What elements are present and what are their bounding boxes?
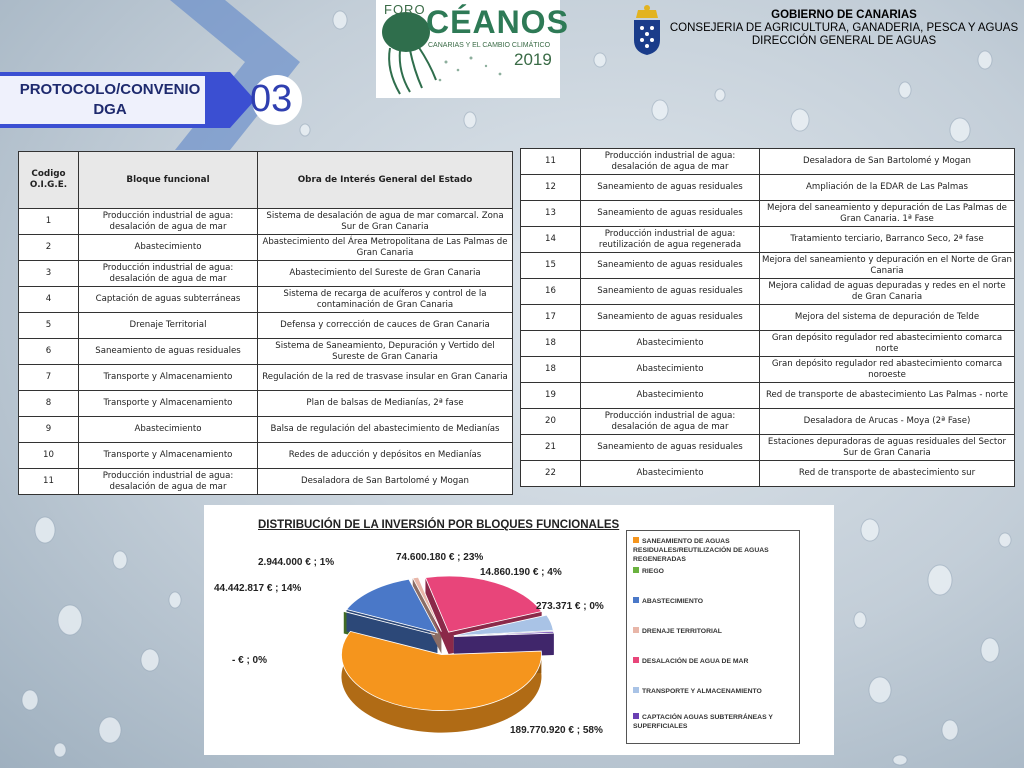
data-label: 273.371 € ; 0% xyxy=(536,601,604,612)
legend-swatch xyxy=(633,687,639,693)
cell-codigo: 8 xyxy=(19,391,79,417)
investment-chart xyxy=(204,505,834,755)
data-label: 44.442.817 € ; 14% xyxy=(214,583,302,594)
table-row xyxy=(521,201,1015,227)
cell-obra: Desaladora de Arucas - Moya (2ª Fase) xyxy=(760,409,1015,435)
legend-item xyxy=(633,657,795,666)
cell-obra: Sistema de desalación de agua de mar comarcal. Zona Sur de Gran Canaria xyxy=(258,209,513,235)
cell-bloque: Abastecimiento xyxy=(581,331,760,357)
legend-label: SANEAMIENTO DE AGUAS RESIDUALES/REUTILIZACIÓN DE AGUAS REGENERADAS xyxy=(633,538,769,563)
cell-codigo: 12 xyxy=(521,175,581,201)
cell-bloque: Saneamiento de aguas residuales xyxy=(581,305,760,331)
cell-obra: Gran depósito regulador red abastecimiento comarca noroeste xyxy=(760,357,1015,383)
table-row xyxy=(521,279,1015,305)
cell-obra: Sistema de Saneamiento, Depuración y Vertido del Sureste de Gran Canaria xyxy=(258,339,513,365)
cell-bloque: Producción industrial de agua: desalación de agua de mar xyxy=(79,209,258,235)
legend-label: CAPTACIÓN AGUAS SUBTERRÁNEAS Y SUPERFICIALES xyxy=(633,714,773,730)
legend-item xyxy=(633,537,795,564)
logo-year-text: 2019 xyxy=(514,50,552,69)
cell-codigo: 4 xyxy=(19,287,79,313)
section-chevron-banner xyxy=(0,0,320,150)
legend-swatch xyxy=(633,597,639,603)
cell-codigo: 17 xyxy=(521,305,581,331)
cell-bloque: Abastecimiento xyxy=(581,383,760,409)
table-row xyxy=(19,469,513,495)
cell-codigo: 21 xyxy=(521,435,581,461)
cell-bloque: Saneamiento de aguas residuales xyxy=(581,201,760,227)
cell-bloque: Drenaje Territorial xyxy=(79,313,258,339)
cell-bloque: Transporte y Almacenamiento xyxy=(79,391,258,417)
table-row xyxy=(521,227,1015,253)
section-title: PROTOCOLO/CONVENIO DGA xyxy=(19,81,201,118)
chart-legend xyxy=(626,530,800,744)
cell-codigo: 2 xyxy=(19,235,79,261)
cell-bloque: Producción industrial de agua: desalación de agua de mar xyxy=(79,469,258,495)
cell-bloque: Abastecimiento xyxy=(79,417,258,443)
table-row xyxy=(521,409,1015,435)
works-table-left xyxy=(18,151,513,495)
cell-bloque: Producción industrial de agua: desalación de agua de mar xyxy=(581,409,760,435)
legend-item xyxy=(633,567,795,576)
cell-codigo: 19 xyxy=(521,383,581,409)
header-bloque: Bloque funcional xyxy=(79,152,258,209)
legend-item xyxy=(633,627,795,636)
table-row xyxy=(19,339,513,365)
cell-bloque: Saneamiento de aguas residuales xyxy=(581,435,760,461)
cell-bloque: Abastecimiento xyxy=(79,235,258,261)
cell-bloque: Saneamiento de aguas residuales xyxy=(79,339,258,365)
cell-codigo: 18 xyxy=(521,357,581,383)
gov-line-1: GOBIERNO DE CANARIAS xyxy=(771,9,917,21)
cell-codigo: 11 xyxy=(521,149,581,175)
legend-item xyxy=(633,687,795,696)
table-row xyxy=(521,305,1015,331)
cell-obra: Tratamiento terciario, Barranco Seco, 2ª fase xyxy=(760,227,1015,253)
logo-foro-text: FORO xyxy=(384,2,426,17)
cell-obra: Desaladora de San Bartolomé y Mogan xyxy=(760,149,1015,175)
legend-label: DRENAJE TERRITORIAL xyxy=(642,628,722,635)
table-row xyxy=(521,383,1015,409)
section-number: 03 xyxy=(250,78,293,120)
data-label: 2.944.000 € ; 1% xyxy=(258,557,335,568)
cell-obra: Estaciones depuradoras de aguas residuales del Sector Sur de Gran Canaria xyxy=(760,435,1015,461)
table-row xyxy=(521,331,1015,357)
table-row xyxy=(19,287,513,313)
cell-codigo: 3 xyxy=(19,261,79,287)
legend-swatch xyxy=(633,627,639,633)
cell-obra: Regulación de la red de trasvase insular en Gran Canaria xyxy=(258,365,513,391)
table-row xyxy=(521,149,1015,175)
cell-bloque: Producción industrial de agua: desalación de agua de mar xyxy=(79,261,258,287)
cell-codigo: 9 xyxy=(19,417,79,443)
gov-line-3: DIRECCIÓN GENERAL DE AGUAS xyxy=(751,35,937,47)
cell-codigo: 11 xyxy=(19,469,79,495)
data-label: 189.770.920 € ; 58% xyxy=(510,725,603,736)
cell-codigo: 6 xyxy=(19,339,79,365)
table-row xyxy=(521,435,1015,461)
foro-oceanos-logo xyxy=(376,0,569,98)
cell-bloque: Saneamiento de aguas residuales xyxy=(581,175,760,201)
table-row xyxy=(19,417,513,443)
cell-codigo: 13 xyxy=(521,201,581,227)
legend-item xyxy=(633,597,795,606)
cell-obra: Gran depósito regulador red abastecimiento comarca norte xyxy=(760,331,1015,357)
cell-codigo: 20 xyxy=(521,409,581,435)
cell-obra: Red de transporte de abastecimiento Las Palmas - norte xyxy=(760,383,1015,409)
gov-line-2: CONSEJERIA DE AGRICULTURA, GANADERIA, PESCA Y AGUAS xyxy=(669,22,1019,34)
logo-subtitle-text: CANARIAS Y EL CAMBIO CLIMÁTICO xyxy=(428,42,551,49)
cell-obra: Mejora del saneamiento y depuración de Las Palmas de Gran Canaria. 1ª Fase xyxy=(760,201,1015,227)
table-row xyxy=(19,365,513,391)
legend-swatch xyxy=(633,713,639,719)
cell-bloque: Captación de aguas subterráneas xyxy=(79,287,258,313)
cell-obra: Mejora calidad de aguas depuradas y redes en el norte de Gran Canaria xyxy=(760,279,1015,305)
legend-label: TRANSPORTE Y ALMACENAMIENTO xyxy=(642,688,762,695)
table-row xyxy=(19,391,513,417)
cell-codigo: 10 xyxy=(19,443,79,469)
cell-obra: Ampliación de la EDAR de Las Palmas xyxy=(760,175,1015,201)
cell-obra: Plan de balsas de Medianías, 2ª fase xyxy=(258,391,513,417)
legend-label: RIEGO xyxy=(642,568,664,575)
cell-obra: Desaladora de San Bartolomé y Mogan xyxy=(258,469,513,495)
table-row xyxy=(19,261,513,287)
legend-item xyxy=(633,713,795,731)
cell-codigo: 7 xyxy=(19,365,79,391)
cell-codigo: 22 xyxy=(521,461,581,487)
table-row xyxy=(19,443,513,469)
cell-obra: Abastecimiento del Área Metropolitana de Las Palmas de Gran Canaria xyxy=(258,235,513,261)
legend-label: DESALACIÓN DE AGUA DE MAR xyxy=(642,658,749,665)
cell-obra: Balsa de regulación del abastecimiento de Medianías xyxy=(258,417,513,443)
chart-title: DISTRIBUCIÓN DE LA INVERSIÓN POR BLOQUES FUNCIONALES xyxy=(258,519,620,531)
table-row xyxy=(521,357,1015,383)
cell-codigo: 1 xyxy=(19,209,79,235)
cell-obra: Mejora del saneamiento y depuración en el Norte de Gran Canaria xyxy=(760,253,1015,279)
cell-bloque: Saneamiento de aguas residuales xyxy=(581,253,760,279)
data-label: - € ; 0% xyxy=(232,655,268,666)
table-row xyxy=(19,235,513,261)
cell-bloque: Producción industrial de agua: desalación de agua de mar xyxy=(581,149,760,175)
cell-codigo: 16 xyxy=(521,279,581,305)
cell-obra: Red de transporte de abastecimiento sur xyxy=(760,461,1015,487)
data-label: 74.600.180 € ; 23% xyxy=(396,552,484,563)
legend-swatch xyxy=(633,537,639,543)
works-table-right xyxy=(520,148,1015,487)
logo-name-text: CÉANOS xyxy=(426,4,569,40)
cell-codigo: 5 xyxy=(19,313,79,339)
data-label: 14.860.190 € ; 4% xyxy=(480,567,562,578)
cell-obra: Defensa y corrección de cauces de Gran Canaria xyxy=(258,313,513,339)
coat-of-arms-icon xyxy=(630,4,664,56)
legend-swatch xyxy=(633,657,639,663)
cell-bloque: Abastecimiento xyxy=(581,461,760,487)
table-row xyxy=(19,209,513,235)
header-codigo: Codigo O.I.G.E. xyxy=(19,152,79,209)
legend-swatch xyxy=(633,567,639,573)
table-row xyxy=(521,175,1015,201)
cell-obra: Sistema de recarga de acuíferos y control de la contaminación de Gran Canaria xyxy=(258,287,513,313)
cell-obra: Redes de aducción y depósitos en Medianías xyxy=(258,443,513,469)
cell-bloque: Saneamiento de aguas residuales xyxy=(581,279,760,305)
table-row xyxy=(521,461,1015,487)
header-obra: Obra de Interés General del Estado xyxy=(258,152,513,209)
cell-codigo: 18 xyxy=(521,331,581,357)
cell-obra: Mejora del sistema de depuración de Telde xyxy=(760,305,1015,331)
legend-label: ABASTECIMIENTO xyxy=(642,598,704,605)
cell-obra: Abastecimiento del Sureste de Gran Canaria xyxy=(258,261,513,287)
cell-bloque: Abastecimiento xyxy=(581,357,760,383)
cell-codigo: 14 xyxy=(521,227,581,253)
cell-bloque: Producción industrial de agua: reutilización de agua regenerada xyxy=(581,227,760,253)
cell-codigo: 15 xyxy=(521,253,581,279)
cell-bloque: Transporte y Almacenamiento xyxy=(79,365,258,391)
government-header xyxy=(664,9,1024,48)
table-header-row xyxy=(19,152,513,209)
table-row xyxy=(19,313,513,339)
cell-bloque: Transporte y Almacenamiento xyxy=(79,443,258,469)
table-row xyxy=(521,253,1015,279)
pie-chart xyxy=(204,505,624,755)
